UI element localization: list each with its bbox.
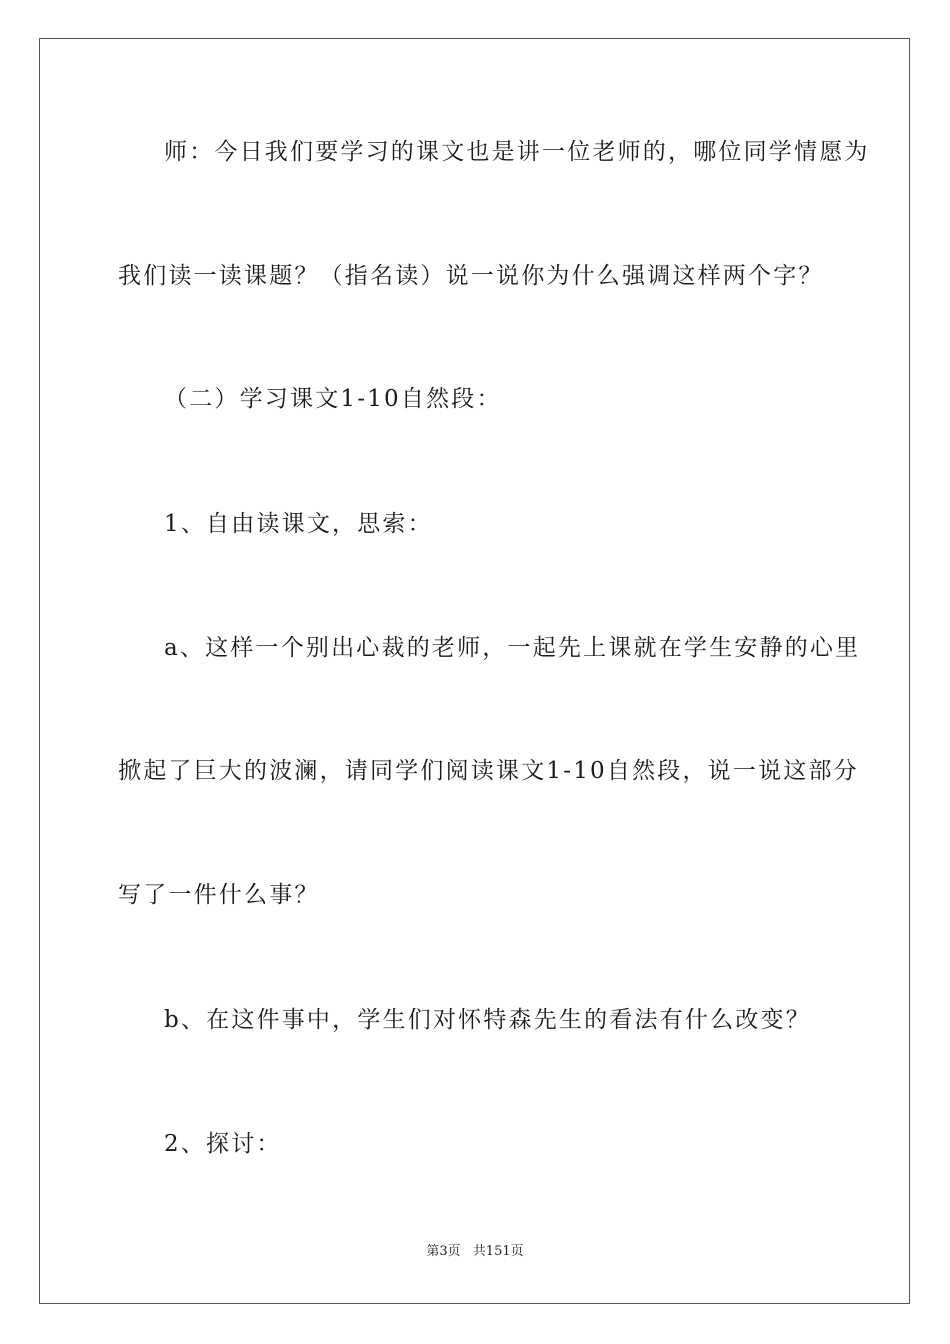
page-total: 共151页 [472,1244,524,1259]
page-border [39,38,910,1304]
page-footer [0,1243,950,1261]
paragraph-line: 掀起了巨大的波澜，请同学们阅读课文1-10自然段，说一说这部分 [118,758,859,784]
paragraph-line: 1、自由读课文，思索： [164,511,433,537]
paragraph-line: 师：今日我们要学习的课文也是讲一位老师的，哪位同学情愿为 [164,139,870,165]
paragraph-line: b、在这件事中，学生们对怀特森先生的看法有什么改变？ [164,1007,811,1033]
paragraph-line: a、这样一个别出心裁的老师，一起先上课就在学生安静的心里 [164,635,861,661]
page-number: 第3页 [426,1244,461,1259]
paragraph-line: 2、探讨： [164,1131,282,1157]
paragraph-line: （二）学习课文1-10自然段： [164,386,502,412]
paragraph-line: 写了一件什么事？ [118,882,320,908]
paragraph-line: 我们读一读课题？（指名读）说一说你为什么强调这样两个字？ [118,263,824,289]
